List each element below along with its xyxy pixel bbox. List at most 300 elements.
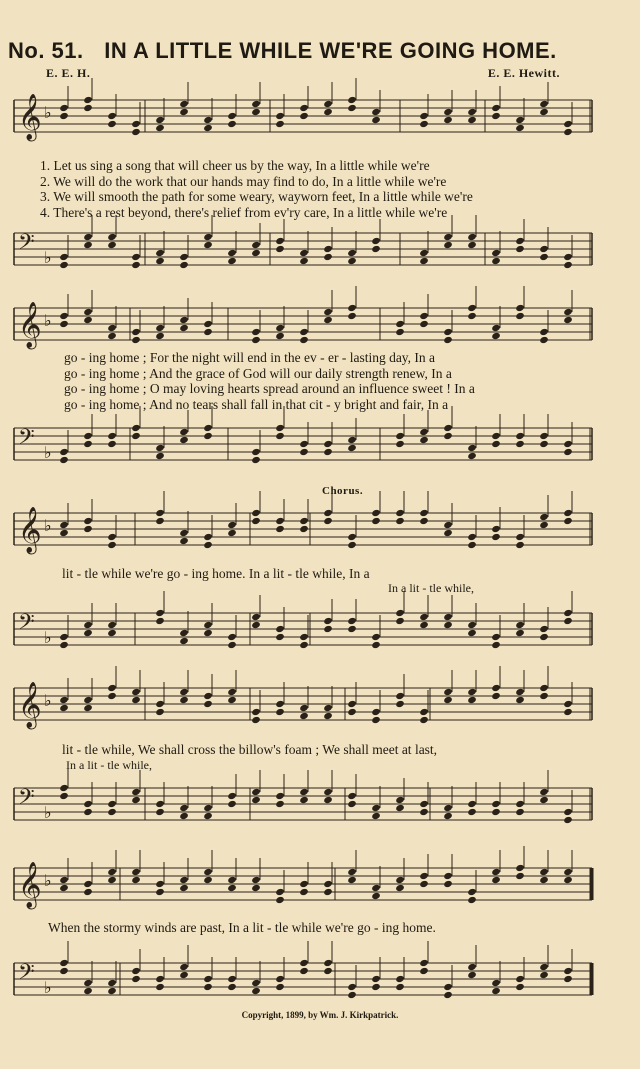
note-head	[299, 704, 309, 712]
note-head	[347, 991, 357, 999]
note-head	[107, 112, 117, 120]
note-head	[131, 253, 141, 261]
note-head	[347, 304, 357, 312]
note-head	[491, 692, 501, 700]
note-head	[299, 641, 309, 649]
note-head	[203, 812, 213, 820]
note-head	[203, 432, 213, 440]
note-head	[251, 100, 261, 108]
note-head	[107, 541, 117, 549]
note-head	[443, 432, 453, 440]
note-head	[107, 324, 117, 332]
bass-staff-2	[0, 420, 640, 470]
note-head	[323, 796, 333, 804]
note-head	[227, 120, 237, 128]
note-head	[275, 324, 285, 332]
hymn-heading	[8, 38, 628, 64]
note-head	[107, 987, 117, 995]
note-head	[491, 104, 501, 112]
note-head	[395, 617, 405, 625]
note-head	[155, 983, 165, 991]
note-head	[395, 983, 405, 991]
note-head	[539, 633, 549, 641]
note-head	[515, 864, 525, 872]
note-head	[443, 521, 453, 529]
note-head	[395, 509, 405, 517]
note-head	[275, 983, 285, 991]
note-head	[59, 253, 69, 261]
note-head	[155, 808, 165, 816]
note-head	[563, 308, 573, 316]
note-head	[515, 688, 525, 696]
bass-staff-4	[0, 780, 640, 830]
note-head	[155, 249, 165, 257]
lyric-line: go - ing home ; For the night will end in the ev - er - lasting day, In a	[64, 350, 436, 365]
note-head	[515, 808, 525, 816]
note-head	[251, 241, 261, 249]
note-head	[83, 241, 93, 249]
note-head	[155, 888, 165, 896]
note-head	[539, 971, 549, 979]
note-head	[563, 128, 573, 136]
note-head	[563, 440, 573, 448]
note-head	[251, 613, 261, 621]
note-head	[275, 245, 285, 253]
note-head	[443, 613, 453, 621]
flat-icon: ♭	[44, 980, 52, 997]
note-head	[467, 688, 477, 696]
note-head	[347, 96, 357, 104]
note-head	[443, 696, 453, 704]
note-head	[203, 241, 213, 249]
note-head	[59, 456, 69, 464]
note-head	[179, 637, 189, 645]
flat-icon: ♭	[44, 313, 52, 330]
note-head	[563, 517, 573, 525]
note-head	[59, 792, 69, 800]
note-head	[467, 233, 477, 241]
note-head	[59, 696, 69, 704]
note-head	[59, 104, 69, 112]
note-head	[371, 509, 381, 517]
note-head	[275, 633, 285, 641]
note-head	[83, 629, 93, 637]
note-head	[395, 517, 405, 525]
note-head	[83, 104, 93, 112]
treble-staff-3	[0, 505, 640, 555]
note-head	[179, 324, 189, 332]
hymn-number: No. 51.	[8, 38, 84, 63]
note-head	[155, 708, 165, 716]
note-head	[347, 249, 357, 257]
note-head	[491, 633, 501, 641]
note-head	[323, 788, 333, 796]
note-head	[539, 788, 549, 796]
note-head	[467, 800, 477, 808]
note-head	[203, 424, 213, 432]
note-head	[515, 533, 525, 541]
note-head	[323, 888, 333, 896]
note-head	[467, 896, 477, 904]
note-head	[539, 440, 549, 448]
note-head	[155, 444, 165, 452]
note-head	[107, 432, 117, 440]
note-head	[131, 796, 141, 804]
note-head	[179, 884, 189, 892]
lyric-line: lit - tle while, We shall cross the billow's foam ; We shall meet at last,	[62, 742, 438, 757]
note-head	[251, 448, 261, 456]
note-head	[299, 104, 309, 112]
note-head	[371, 892, 381, 900]
note-head	[179, 804, 189, 812]
chorus-label: Chorus.	[322, 485, 364, 497]
note-head	[347, 625, 357, 633]
note-head	[83, 96, 93, 104]
note-head	[371, 108, 381, 116]
flat-icon: ♭	[44, 805, 52, 822]
note-head	[203, 533, 213, 541]
note-head	[203, 868, 213, 876]
note-head	[227, 800, 237, 808]
note-head	[395, 796, 405, 804]
note-head	[203, 983, 213, 991]
note-head	[179, 428, 189, 436]
bass-staff-3	[0, 605, 640, 655]
note-head	[347, 700, 357, 708]
author-credit: E. E. Hewitt.	[487, 66, 560, 80]
note-head	[83, 316, 93, 324]
lyrics-system-5	[48, 920, 608, 936]
note-head	[515, 975, 525, 983]
note-head	[59, 876, 69, 884]
note-head	[107, 233, 117, 241]
note-head	[395, 328, 405, 336]
note-head	[419, 716, 429, 724]
note-head	[539, 336, 549, 344]
note-head	[155, 332, 165, 340]
note-head	[131, 967, 141, 975]
note-head	[59, 967, 69, 975]
note-head	[443, 233, 453, 241]
note-head	[491, 525, 501, 533]
note-head	[203, 700, 213, 708]
note-head	[155, 257, 165, 265]
note-head	[131, 120, 141, 128]
note-head	[203, 124, 213, 132]
lyric-line: go - ing home ; O may loving hearts spread around an influence sweet ! In a	[64, 381, 475, 396]
note-head	[227, 696, 237, 704]
note-head	[275, 112, 285, 120]
note-head	[275, 432, 285, 440]
note-head	[491, 257, 501, 265]
note-head	[227, 983, 237, 991]
note-head	[179, 537, 189, 545]
note-head	[419, 880, 429, 888]
note-head	[443, 424, 453, 432]
note-head	[179, 316, 189, 324]
note-head	[443, 812, 453, 820]
note-head	[275, 525, 285, 533]
note-head	[347, 104, 357, 112]
note-head	[443, 991, 453, 999]
note-head	[275, 792, 285, 800]
note-head	[83, 696, 93, 704]
note-head	[155, 116, 165, 124]
note-head	[539, 521, 549, 529]
note-head	[299, 967, 309, 975]
note-head	[539, 963, 549, 971]
note-head	[419, 320, 429, 328]
note-head	[347, 983, 357, 991]
note-head	[515, 237, 525, 245]
note-head	[179, 629, 189, 637]
note-head	[251, 876, 261, 884]
lyric-line: go - ing home ; And the grace of God will our daily strength renew, In a	[64, 365, 452, 381]
note-head	[323, 967, 333, 975]
note-head	[395, 700, 405, 708]
note-head	[563, 509, 573, 517]
note-head	[59, 884, 69, 892]
sub-lyric: In a lit - tle while,	[388, 581, 474, 595]
flat-icon: ♭	[44, 693, 52, 710]
note-head	[395, 804, 405, 812]
note-head	[539, 692, 549, 700]
note-head	[491, 979, 501, 987]
note-head	[323, 448, 333, 456]
note-head	[347, 876, 357, 884]
note-head	[419, 872, 429, 880]
note-head	[155, 617, 165, 625]
note-head	[59, 320, 69, 328]
note-head	[443, 688, 453, 696]
note-head	[131, 424, 141, 432]
note-head	[227, 641, 237, 649]
note-head	[275, 975, 285, 983]
note-head	[371, 237, 381, 245]
note-head	[563, 448, 573, 456]
note-head	[395, 692, 405, 700]
lyrics-system-1	[40, 158, 600, 220]
note-head	[563, 617, 573, 625]
note-head	[155, 880, 165, 888]
hymn-title: IN A LITTLE WHILE WE'RE GOING HOME.	[104, 38, 557, 63]
note-head	[107, 876, 117, 884]
note-head	[539, 328, 549, 336]
note-head	[155, 124, 165, 132]
note-head	[83, 888, 93, 896]
note-head	[371, 716, 381, 724]
note-head	[59, 784, 69, 792]
note-head	[323, 880, 333, 888]
note-head	[299, 257, 309, 265]
note-head	[251, 509, 261, 517]
note-head	[251, 249, 261, 257]
note-head	[299, 336, 309, 344]
bass-clef-icon: 𝄢	[18, 425, 35, 455]
note-head	[491, 249, 501, 257]
note-head	[275, 708, 285, 716]
note-head	[299, 440, 309, 448]
note-head	[539, 513, 549, 521]
note-head	[563, 120, 573, 128]
note-head	[179, 108, 189, 116]
note-head	[227, 633, 237, 641]
note-head	[251, 108, 261, 116]
note-head	[347, 792, 357, 800]
note-head	[491, 432, 501, 440]
copyright-notice: Copyright, 1899, by Wm. J. Kirkpatrick.	[241, 1010, 399, 1020]
composer-credit: E. E. H.	[46, 66, 91, 80]
note-head	[539, 625, 549, 633]
note-head	[467, 452, 477, 460]
bass-clef-icon: 𝄢	[18, 960, 35, 990]
note-head	[203, 692, 213, 700]
note-head	[563, 609, 573, 617]
note-head	[299, 788, 309, 796]
note-head	[83, 621, 93, 629]
note-head	[203, 629, 213, 637]
flat-icon: ♭	[44, 105, 52, 122]
note-head	[155, 509, 165, 517]
note-head	[83, 800, 93, 808]
note-head	[491, 641, 501, 649]
note-head	[419, 800, 429, 808]
note-head	[179, 688, 189, 696]
note-head	[251, 708, 261, 716]
bass-clef-icon: 𝄢	[18, 785, 35, 815]
note-head	[515, 440, 525, 448]
treble-clef-icon: 𝄞	[18, 682, 42, 728]
note-head	[155, 452, 165, 460]
note-head	[323, 100, 333, 108]
note-head	[251, 987, 261, 995]
note-head	[107, 684, 117, 692]
note-head	[371, 884, 381, 892]
note-head	[563, 253, 573, 261]
note-head	[563, 261, 573, 269]
note-head	[275, 896, 285, 904]
note-head	[59, 959, 69, 967]
note-head	[515, 124, 525, 132]
note-head	[83, 979, 93, 987]
bass-staff-5	[0, 955, 640, 1005]
note-head	[419, 708, 429, 716]
note-head	[131, 876, 141, 884]
note-head	[131, 261, 141, 269]
note-head	[155, 975, 165, 983]
note-head	[443, 529, 453, 537]
note-head	[467, 541, 477, 549]
note-head	[83, 880, 93, 888]
flat-icon: ♭	[44, 445, 52, 462]
note-head	[179, 876, 189, 884]
note-head	[323, 245, 333, 253]
note-head	[419, 808, 429, 816]
note-head	[275, 700, 285, 708]
treble-clef-icon: 𝄞	[18, 507, 42, 553]
note-head	[299, 328, 309, 336]
note-head	[467, 629, 477, 637]
note-head	[107, 800, 117, 808]
note-head	[467, 533, 477, 541]
note-head	[275, 120, 285, 128]
note-head	[515, 541, 525, 549]
lyric-line: 4. There's a rest beyond, there's relief from ev'ry care, In a little while we're	[40, 204, 448, 220]
note-head	[227, 975, 237, 983]
note-head	[179, 696, 189, 704]
note-head	[395, 609, 405, 617]
note-head	[131, 868, 141, 876]
note-head	[371, 517, 381, 525]
note-head	[347, 312, 357, 320]
note-head	[299, 880, 309, 888]
lyric-line: When the stormy winds are past, In a lit - tle while we're go - ing home.	[48, 920, 436, 935]
note-head	[59, 312, 69, 320]
note-head	[467, 621, 477, 629]
note-head	[419, 112, 429, 120]
note-head	[371, 983, 381, 991]
note-head	[323, 509, 333, 517]
note-head	[443, 983, 453, 991]
note-head	[131, 128, 141, 136]
note-head	[251, 328, 261, 336]
note-head	[515, 245, 525, 253]
note-head	[227, 257, 237, 265]
note-head	[491, 112, 501, 120]
note-head	[443, 108, 453, 116]
note-head	[563, 876, 573, 884]
note-head	[203, 320, 213, 328]
note-head	[83, 987, 93, 995]
note-head	[131, 688, 141, 696]
note-head	[299, 249, 309, 257]
note-head	[59, 448, 69, 456]
note-head	[179, 253, 189, 261]
note-head	[107, 332, 117, 340]
note-head	[371, 812, 381, 820]
note-head	[515, 116, 525, 124]
note-head	[419, 621, 429, 629]
note-head	[539, 868, 549, 876]
note-head	[299, 633, 309, 641]
note-head	[539, 253, 549, 261]
lyrics-system-3	[62, 566, 622, 582]
note-head	[347, 800, 357, 808]
note-head	[59, 641, 69, 649]
note-head	[539, 245, 549, 253]
note-head	[539, 876, 549, 884]
note-head	[491, 324, 501, 332]
note-head	[467, 963, 477, 971]
note-head	[515, 872, 525, 880]
note-head	[59, 112, 69, 120]
note-head	[227, 876, 237, 884]
note-head	[323, 617, 333, 625]
treble-staff-4	[0, 680, 640, 730]
note-head	[371, 641, 381, 649]
note-head	[323, 316, 333, 324]
note-head	[515, 312, 525, 320]
note-head	[371, 804, 381, 812]
flat-icon: ♭	[44, 518, 52, 535]
note-head	[491, 533, 501, 541]
note-head	[203, 116, 213, 124]
note-head	[107, 533, 117, 541]
note-head	[203, 233, 213, 241]
note-head	[107, 120, 117, 128]
lyrics-system-4	[62, 742, 622, 758]
note-head	[539, 796, 549, 804]
